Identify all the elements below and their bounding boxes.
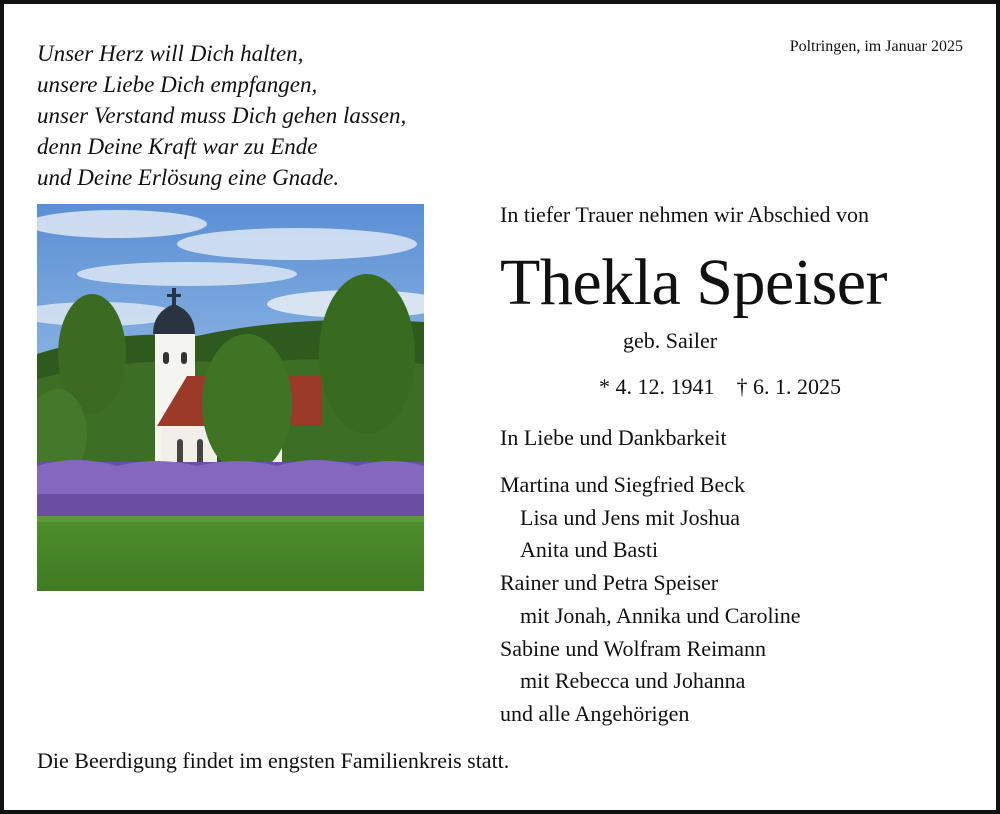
family-line: Martina und Siegfried Beck [500,472,745,497]
family-line: und alle Angehörigen [500,700,690,726]
poem-line: und Deine Erlösung eine Gnade. [37,165,340,190]
intro-text: In tiefer Trauer nehmen wir Abschied von [500,202,870,227]
poem-line: unser Verstand muss Dich gehen lassen, [37,103,407,128]
family-list [500,469,800,731]
family-line: Sabine und Wolfram Reimann [500,635,767,661]
family-line: mit Rebecca und Johanna [520,668,746,694]
funeral-note: Die Beerdigung findet im engsten Familienkreis statt. [37,748,510,773]
family-line: Anita und Basti [520,537,659,563]
death-date: † 6. 1. 2025 [736,374,841,399]
church-photo [37,204,424,591]
family-line: Lisa und Jens mit Joshua [520,504,740,530]
poem-line: Unser Herz will Dich halten, [37,41,304,66]
place-date: Poltringen, im Januar 2025 [789,38,963,55]
deceased-name: Thekla Speiser [500,246,888,319]
thanks-line: In Liebe und Dankbarkeit [500,425,727,450]
family-line: mit Jonah, Annika und Caroline [520,602,801,628]
family-line: Rainer und Petra Speiser [500,570,719,596]
life-dates [500,374,940,400]
birth-name: geb. Sailer [622,328,718,353]
poem-line: denn Deine Kraft war zu Ende [37,134,318,159]
birth-date: * 4. 12. 1941 [599,374,715,399]
poem [37,38,406,193]
poem-line: unsere Liebe Dich empfangen, [37,72,318,97]
